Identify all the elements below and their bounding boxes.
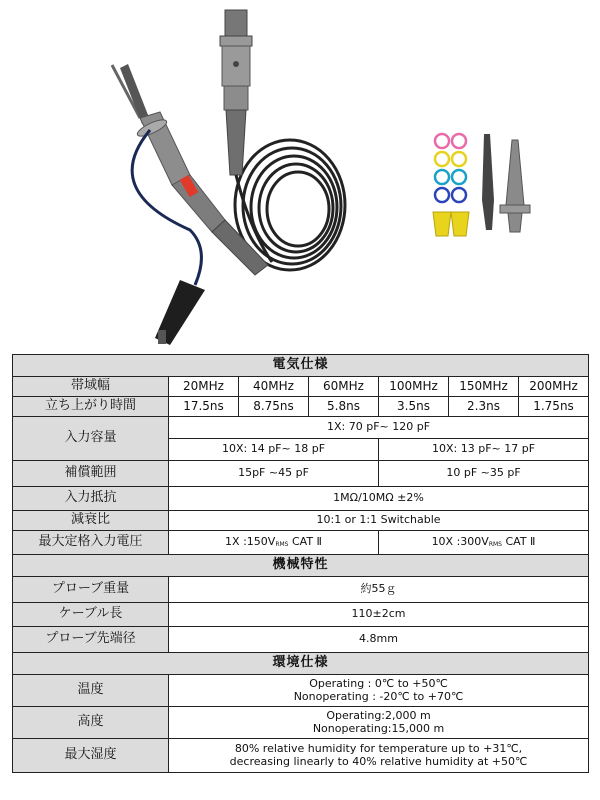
resistance-label: 入力抵抗 (13, 487, 169, 511)
rise-time-cell: 17.5ns (169, 397, 239, 417)
rise-time-cell: 1.75ns (519, 397, 589, 417)
voltage-10x-sub: RMS (488, 541, 502, 549)
rise-time-cell: 5.8ns (309, 397, 379, 417)
bandwidth-label: 帯域幅 (13, 377, 169, 397)
tip-label: プローブ先端径 (13, 627, 169, 653)
altitude-value (169, 707, 589, 739)
section-environment: 環境仕様 (13, 653, 589, 675)
humidity-line-2: decreasing linearly to 40% relative humidity at +50℃ (229, 754, 528, 768)
bandwidth-cell: 40MHz (239, 377, 309, 397)
voltage-10x-cat: CAT Ⅱ (505, 535, 536, 549)
altitude-nonoperating: Nonoperating:15,000 m (312, 721, 445, 735)
humidity-line-1: 80% relative humidity for temperature up to +31℃, (234, 741, 523, 755)
voltage-label: 最大定格入力電圧 (13, 531, 169, 555)
attenuation-label: 減衰比 (13, 511, 169, 531)
temperature-label: 温度 (13, 675, 169, 707)
temperature-nonoperating: Nonoperating : -20℃ to +70℃ (293, 689, 464, 703)
rise-time-cell: 3.5ns (379, 397, 449, 417)
bandwidth-cell: 100MHz (379, 377, 449, 397)
capacitance-label: 入力容量 (13, 417, 169, 461)
adjust-tool (482, 134, 494, 230)
attenuation-value: 10:1 or 1:1 Switchable (169, 511, 589, 531)
product-photo (0, 0, 600, 352)
temperature-operating: Operating : 0℃ to +50℃ (309, 676, 448, 690)
voltage-10x-text: 10X :300V (431, 535, 489, 549)
temperature-value (169, 675, 589, 707)
humidity-value (169, 739, 589, 773)
cable-label: ケーブル長 (13, 603, 169, 627)
compensation-b: 10 pF ~35 pF (379, 461, 589, 487)
weight-label: プローブ重量 (13, 577, 169, 603)
ground-clip (155, 280, 205, 345)
voltage-1x-text: 1X :150V (225, 535, 276, 549)
bnc-connector (220, 10, 252, 175)
yellow-caps (433, 212, 469, 236)
altitude-operating: Operating:2,000 m (326, 708, 431, 722)
bandwidth-cell: 20MHz (169, 377, 239, 397)
compensation-label: 補償範囲 (13, 461, 169, 487)
voltage-10x (379, 531, 589, 555)
capacitance-10x-b: 10X: 13 pF~ 17 pF (379, 439, 589, 461)
altitude-label: 高度 (13, 707, 169, 739)
color-rings (435, 134, 466, 202)
humidity-label: 最大湿度 (13, 739, 169, 773)
voltage-1x (169, 531, 379, 555)
compensation-a: 15pF ~45 pF (169, 461, 379, 487)
section-electrical: 電気仕様 (13, 355, 589, 377)
rise-time-cell: 8.75ns (239, 397, 309, 417)
rise-time-cell: 2.3ns (449, 397, 519, 417)
weight-value: 約55ｇ (169, 577, 589, 603)
tip-value: 4.8mm (169, 627, 589, 653)
spec-table (12, 354, 589, 773)
capacitance-1x: 1X: 70 pF~ 120 pF (169, 417, 589, 439)
bandwidth-cell: 60MHz (309, 377, 379, 397)
voltage-1x-cat: CAT Ⅱ (291, 535, 322, 549)
hook-tip (500, 140, 530, 232)
rise-time-label: 立ち上がり時間 (13, 397, 169, 417)
cable-value: 110±2cm (169, 603, 589, 627)
voltage-1x-sub: RMS (275, 541, 289, 549)
capacitance-10x-a: 10X: 14 pF~ 18 pF (169, 439, 379, 461)
resistance-value: 1MΩ/10MΩ ±2% (169, 487, 589, 511)
section-mechanical: 機械特性 (13, 555, 589, 577)
bandwidth-cell: 150MHz (449, 377, 519, 397)
bandwidth-cell: 200MHz (519, 377, 589, 397)
